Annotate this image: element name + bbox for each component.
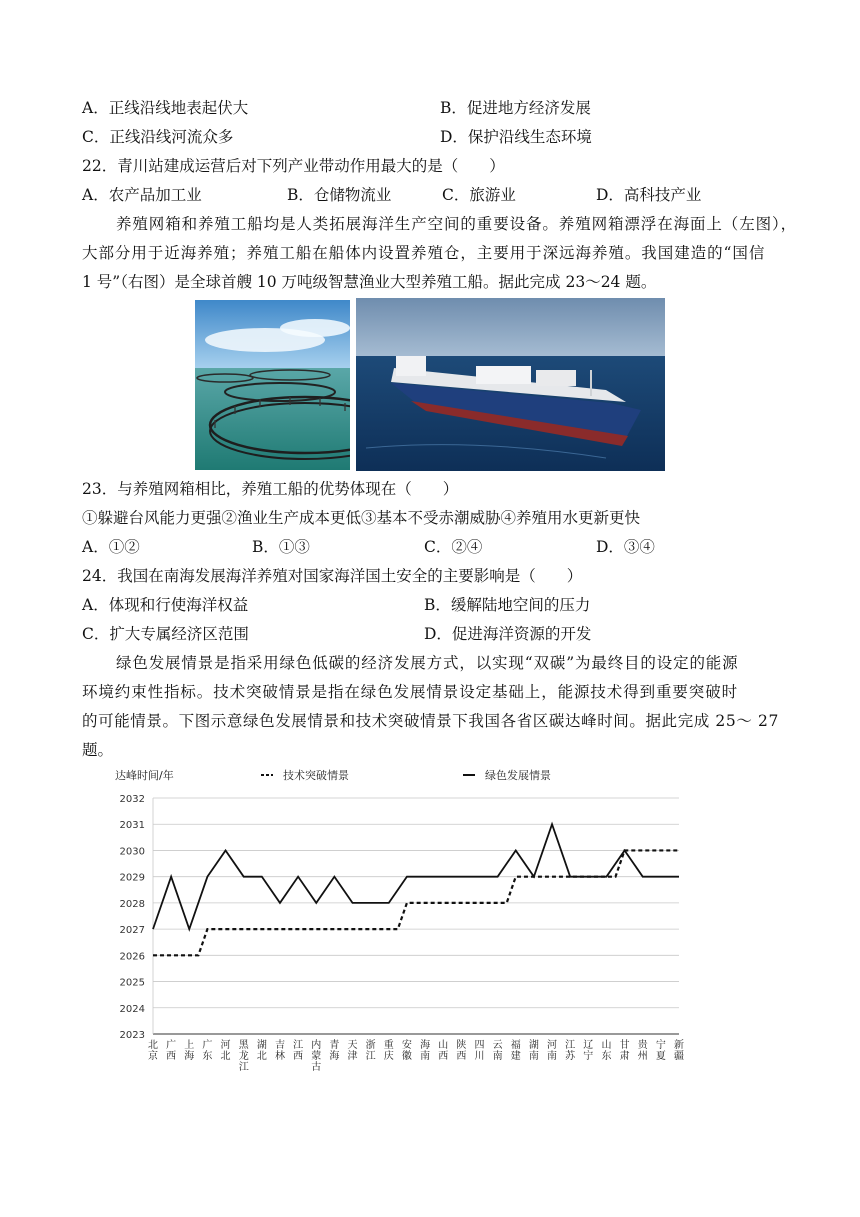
x-tick-label: 北京 (148, 1040, 158, 1062)
legend-label: 绿色发展情景 (485, 769, 551, 782)
y-tick-label: 2028 (119, 898, 145, 910)
x-tick-label: 内蒙古 (311, 1040, 322, 1073)
x-tick-label: 江苏 (565, 1040, 576, 1062)
x-tick-label: 海南 (420, 1040, 431, 1062)
x-tick-label: 山东 (601, 1040, 612, 1062)
q21-option-b: B．促进地方经济发展 (440, 99, 591, 117)
fish-cage-photo (195, 300, 350, 470)
y-tick-label: 2029 (119, 872, 145, 884)
y-tick-label: 2026 (119, 951, 145, 963)
y-tick-label: 2027 (119, 925, 145, 937)
x-tick-label: 四川 (474, 1040, 485, 1062)
x-tick-label: 天津 (347, 1040, 358, 1062)
q24-stem: 24．我国在南海发展海洋养殖对国家海洋国土安全的主要影响是（ ） (82, 567, 583, 585)
q22-option-c: C．旅游业 (442, 186, 516, 204)
x-tick-label: 陕西 (456, 1040, 467, 1062)
x-tick-label: 云南 (492, 1040, 503, 1062)
x-tick-label: 安徽 (401, 1040, 412, 1062)
x-tick-label: 湖北 (256, 1040, 267, 1062)
q24-option-a: A．体现和行使海洋权益 (82, 596, 249, 614)
x-tick-label: 黑龙江 (238, 1040, 249, 1073)
x-tick-label: 青海 (329, 1040, 340, 1062)
y-tick-label: 2032 (119, 794, 145, 805)
x-tick-label: 山西 (438, 1040, 449, 1062)
x-tick-label: 新疆 (674, 1040, 684, 1062)
x-tick-label: 辽宁 (583, 1040, 594, 1062)
x-tick-label: 上海 (184, 1040, 195, 1062)
q24-option-b: B．缓解陆地空间的压力 (424, 596, 591, 614)
passage1-line-1: 养殖网箱和养殖工船均是人类拓展海洋生产空间的重要设备。养殖网箱漂浮在海面上（左图）， (116, 215, 798, 233)
passage2-line-4: 题。 (82, 741, 114, 759)
x-tick-label: 广东 (202, 1040, 213, 1062)
q23-option-b: B．①③ (252, 538, 310, 556)
passage2-line-2: 环境约束性指标。技术突破情景是指在绿色发展情景设定基础上，能源技术得到重要突破时 (82, 683, 739, 701)
legend-label: 技术突破情景 (283, 769, 349, 782)
y-axis-label: 达峰时间/年 (115, 769, 174, 782)
y-tick-label: 2024 (119, 1003, 145, 1015)
q23-items: ①躲避台风能力更强②渔业生产成本更低③基本不受赤潮威胁④养殖用水更新更快 (82, 509, 641, 527)
x-tick-label: 福建 (510, 1040, 521, 1062)
q22-option-b: B．仓储物流业 (287, 186, 392, 204)
q24-option-d: D．促进海洋资源的开发 (424, 625, 592, 643)
x-tick-label: 河北 (220, 1040, 231, 1062)
q21-option-c: C．正线沿线河流众多 (82, 128, 234, 146)
q23-option-d: D．③④ (596, 538, 655, 556)
x-tick-label: 湖南 (528, 1040, 539, 1062)
q22-option-d: D．高科技产业 (596, 186, 702, 204)
passage1-line-3: 1 号”（右图）是全球首艘 10 万吨级智慧渔业大型养殖工船。据此完成 23～24 题。 (82, 273, 657, 291)
x-tick-label: 河南 (547, 1040, 558, 1062)
q21-option-a: A．正线沿线地表起伏大 (82, 99, 249, 117)
x-tick-label: 广西 (166, 1040, 177, 1062)
q23-option-c: C．②④ (424, 538, 483, 556)
x-tick-label: 吉林 (274, 1040, 285, 1062)
q24-option-c: C．扩大专属经济区范围 (82, 625, 249, 643)
passage2-line-1: 绿色发展情景是指采用绿色低碳的经济发展方式，以实现“双碳”为最终目的设定的能源 (116, 654, 739, 672)
passage2-line-3: 的可能情景。下图示意绿色发展情景和技术突破情景下我国各省区碳达峰时间。据此完成 25～ 27 (82, 712, 779, 730)
peak-time-chart (85, 765, 695, 1085)
y-tick-label: 2031 (119, 820, 145, 832)
y-tick-label: 2025 (119, 977, 145, 989)
x-tick-label: 贵州 (637, 1040, 648, 1062)
x-tick-label: 甘肃 (619, 1040, 630, 1062)
ship-photo (356, 298, 665, 471)
q23-stem: 23．与养殖网箱相比，养殖工船的优势体现在（ ） (82, 480, 459, 498)
y-tick-label: 2030 (119, 846, 145, 858)
x-tick-label: 宁夏 (655, 1040, 666, 1062)
q22-option-a: A．农产品加工业 (82, 186, 202, 204)
x-tick-label: 江西 (293, 1040, 304, 1062)
passage1-line-2: 大部分用于近海养殖；养殖工船在船体内设置养殖仓，主要用于深远海养殖。我国建造的“国信 (82, 244, 766, 262)
y-tick-label: 2023 (119, 1030, 145, 1041)
x-tick-label: 浙江 (365, 1040, 376, 1062)
x-tick-label: 重庆 (383, 1040, 394, 1062)
q23-option-a: A．①② (82, 538, 140, 556)
q21-option-d: D．保护沿线生态环境 (440, 128, 592, 146)
q22-stem: 22．青川站建成运营后对下列产业带动作用最大的是（ ） (82, 157, 505, 175)
